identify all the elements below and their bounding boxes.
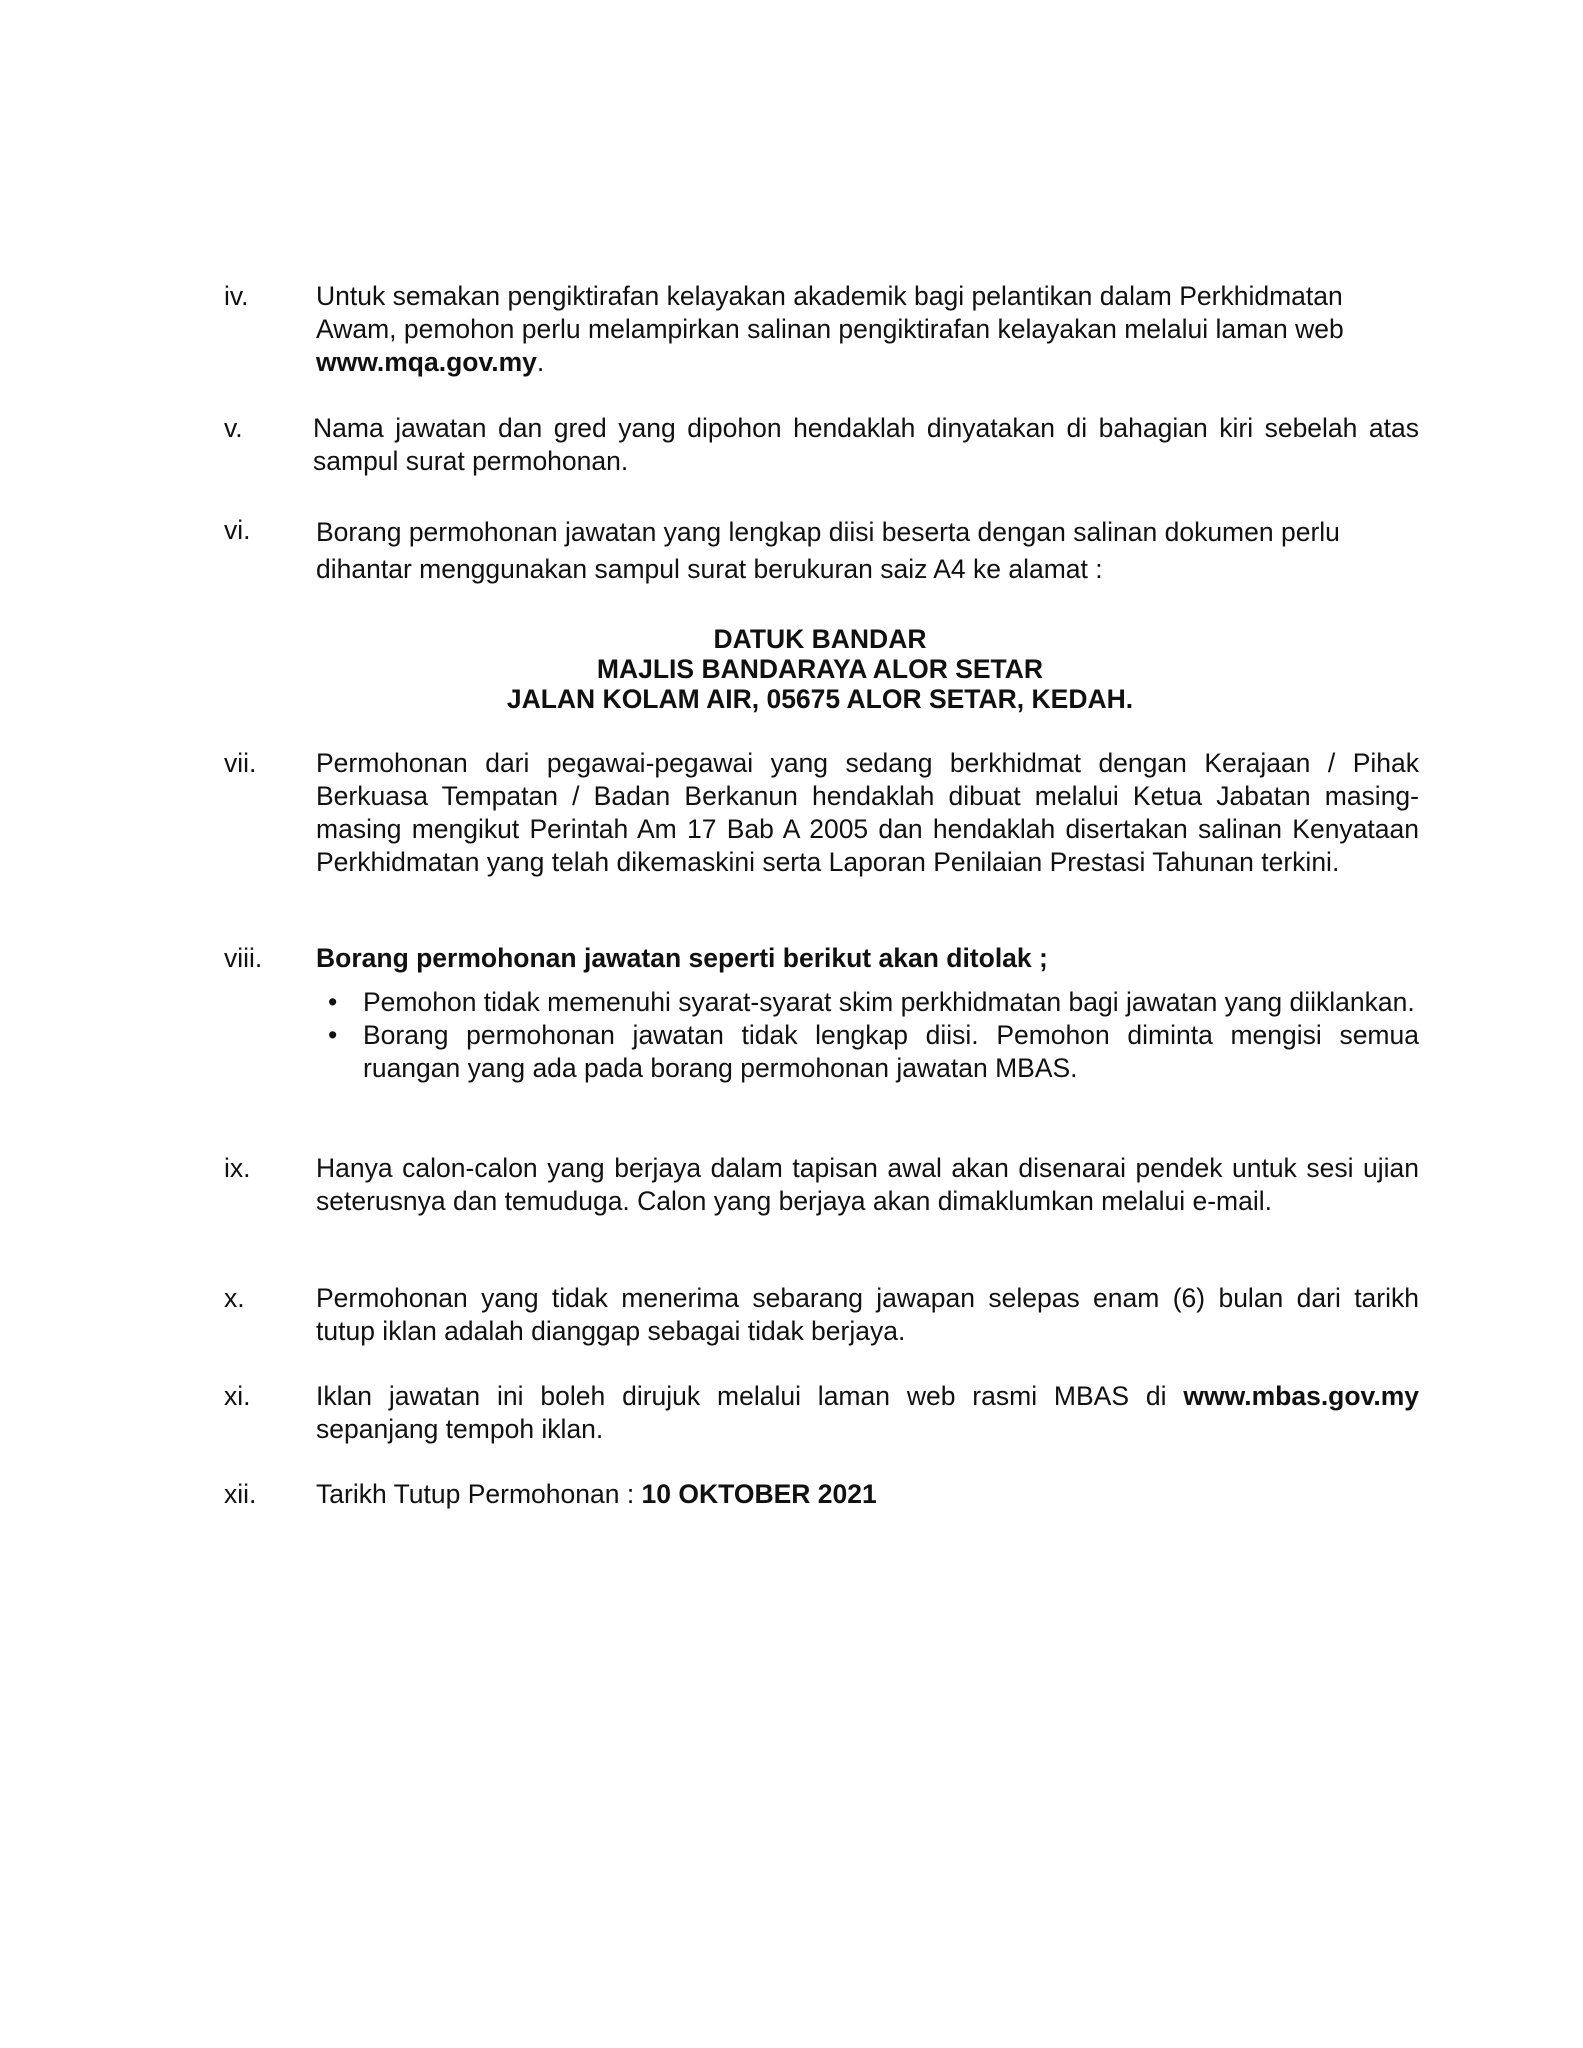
clause-text: Permohonan dari pegawai-pegawai yang sedang berkhidmat dengan Kerajaan / Pihak Berkuasa Tempatan / Badan Berkanun hendaklah dibuat melalui Ketua Jabatan masing-masing mengikut Perintah Am 17 Bab A 2005 dan hendaklah disertakan salinan Kenyataan Perkhidmatan yang telah dikemaskini serta Laporan Penilaian Prestasi Tahunan terkini. <box>316 748 1419 877</box>
bullet-icon: • <box>328 1020 338 1050</box>
list-item: • Pemohon tidak memenuhi syarat-syarat skim perkhidmatan bagi jawatan yang diiklankan. <box>328 987 1415 1017</box>
clause-number: ix. <box>224 1153 251 1183</box>
mbas-link[interactable]: www.mbas.gov.my <box>1183 1381 1419 1411</box>
mailing-address <box>0 624 1583 714</box>
clause-text: Borang permohonan jawatan yang lengkap diisi beserta dengan salinan dokumen perlu dihantar menggunakan sampul surat berukuran saiz A4 ke alamat : <box>316 517 1340 584</box>
address-line: JALAN KOLAM AIR, 05675 ALOR SETAR, KEDAH. <box>506 684 1134 714</box>
clause-text <box>316 1478 1419 1511</box>
list-item: • Borang permohonan jawatan tidak lengkap diisi. Pemohon diminta mengisi semua ruangan yang ada pada borang permohonan jawatan MBAS. <box>328 1020 1419 1083</box>
clause-text: Permohonan yang tidak menerima sebarang jawapan selepas enam (6) bulan dari tarikh tutup iklan adalah dianggap sebagai tidak berjaya. <box>316 1283 1419 1346</box>
clause-number: vii. <box>224 748 257 778</box>
closing-date-label: Tarikh Tutup Permohonan : <box>316 1479 642 1509</box>
address-line: DATUK BANDAR <box>713 624 927 654</box>
clause-number: x. <box>224 1283 245 1313</box>
clause-text: Iklan jawatan ini boleh dirujuk melalui laman web rasmi MBAS di www.mbas.gov.my sepanjang tempoh iklan. <box>316 1381 1419 1444</box>
clause-text: Nama jawatan dan gred yang dipohon hendaklah dinyatakan di bahagian kiri sebelah atas sampul surat permohonan. <box>313 413 1419 476</box>
clause-number: v. <box>224 413 243 443</box>
mqa-link[interactable]: www.mqa.gov.my <box>316 347 537 377</box>
closing-date: 10 OKTOBER 2021 <box>641 1479 877 1509</box>
rejection-list <box>316 986 1419 1085</box>
address-line: MAJLIS BANDARAYA ALOR SETAR <box>596 654 1044 684</box>
clause-number: vi. <box>224 515 251 545</box>
clause-number: iv. <box>224 281 249 311</box>
clause-heading: Borang permohonan jawatan seperti berikut akan ditolak ; <box>316 943 1048 973</box>
clause-number: viii. <box>224 943 263 973</box>
bullet-icon: • <box>328 987 338 1017</box>
clause-text: Hanya calon-calon yang berjaya dalam tapisan awal akan disenarai pendek untuk sesi ujian seterusnya dan temuduga. Calon yang berjaya akan dimaklumkan melalui e-mail. <box>316 1153 1419 1216</box>
clause-number: xii. <box>224 1479 257 1509</box>
clause-number: xi. <box>224 1381 251 1411</box>
clause-text: Untuk semakan pengiktirafan kelayakan akademik bagi pelantikan dalam Perkhidmatan Awam, pemohon perlu melampirkan salinan pengiktirafan kelayakan melalui laman web www.mqa.gov.my. <box>316 281 1344 377</box>
